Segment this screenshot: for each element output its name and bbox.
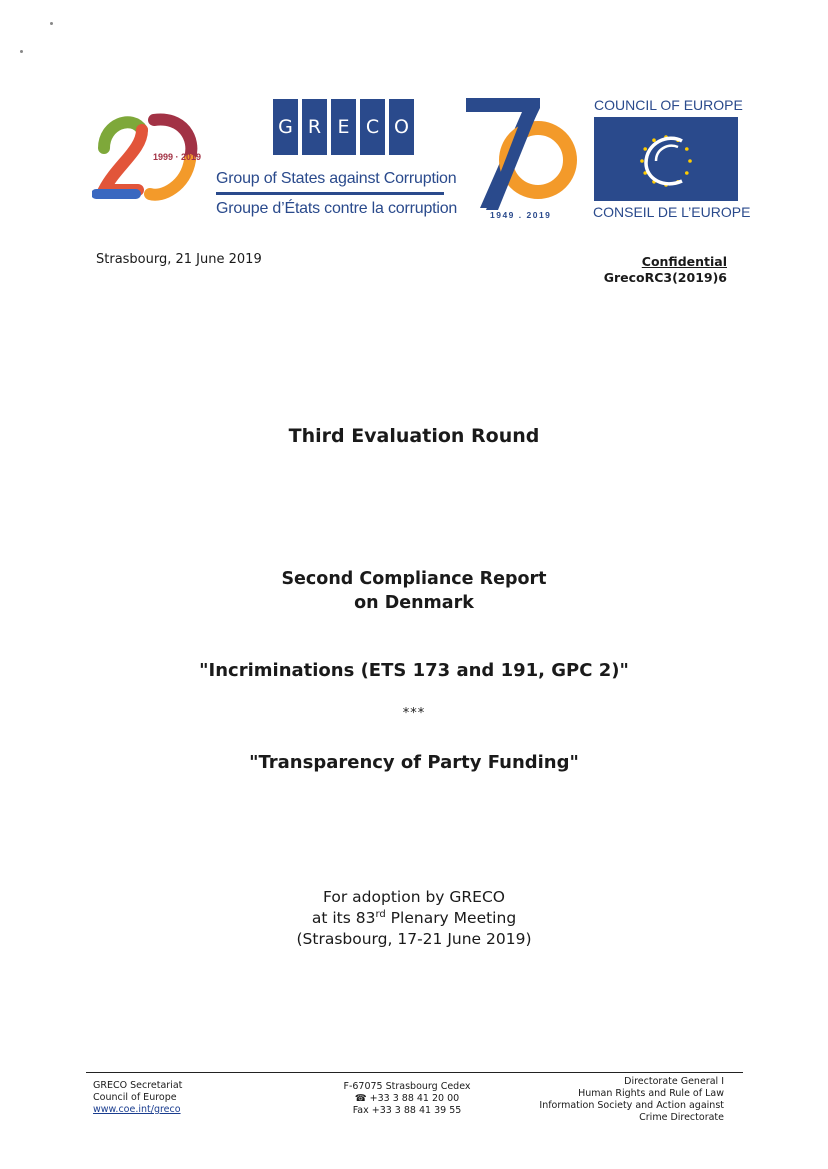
anniversary-arc-orange (150, 160, 190, 195)
ordinal-suffix: rd (375, 909, 386, 920)
greco-letter: G (272, 98, 299, 156)
scan-speck (50, 22, 53, 25)
greco-name-french: Groupe d’États contre la corruption (216, 200, 458, 217)
coe-stars (640, 135, 692, 187)
scan-speck (20, 50, 23, 53)
footer-divider (86, 1072, 743, 1073)
adoption-meeting-number: at its 83 (311, 909, 376, 927)
classification-block (604, 254, 727, 286)
greco-letter: E (330, 98, 357, 156)
greco-letter: O (388, 98, 415, 156)
footer-fax: Fax +33 3 88 41 39 55 (352, 1105, 462, 1116)
adoption-line: For adoption by GRECO (323, 888, 505, 906)
footer-secretariat (93, 1080, 182, 1116)
coe-flag-logo (594, 117, 738, 201)
greco-website-link[interactable]: www.coe.int/greco (93, 1104, 181, 1115)
coe-70-anniversary-logo (462, 98, 578, 222)
coe-star (640, 159, 644, 163)
footer-contact (340, 1081, 474, 1117)
footer-line: Council of Europe (93, 1092, 177, 1103)
greco-letter: C (359, 98, 386, 156)
evaluation-round-title: Third Evaluation Round (288, 425, 540, 447)
footer-line: Information Society and Action against (539, 1100, 724, 1111)
theme-one-title: "Incriminations (ETS 173 and 191, GPC 2)" (199, 660, 629, 681)
classification-label: Confidential (641, 254, 727, 269)
greco-name-english: Group of States against Corruption (216, 170, 457, 187)
adoption-note (0, 887, 828, 950)
seventy-years: 1949 . 2019 (490, 210, 552, 220)
coe-e-inner (656, 146, 678, 161)
report-title (0, 567, 828, 615)
theme-two-title: "Transparency of Party Funding" (249, 752, 579, 773)
section-separator: *** (402, 706, 426, 721)
footer-line: F-67075 Strasbourg Cedex (343, 1081, 471, 1092)
coe-star (685, 147, 689, 151)
footer-line: Directorate General I (624, 1076, 724, 1087)
report-title-line: Second Compliance Report (281, 569, 547, 589)
report-title-line: on Denmark (354, 593, 474, 613)
greco-logo (272, 98, 415, 156)
adoption-line (0, 908, 828, 929)
footer-directorate (539, 1076, 724, 1124)
document-reference: GrecoRC3(2019)6 (603, 270, 727, 285)
footer-line: Human Rights and Rule of Law (578, 1088, 724, 1099)
anniversary-years: 1999 · 2019 (153, 152, 202, 162)
place-and-date: Strasbourg, 21 June 2019 (96, 252, 262, 267)
footer-line: Crime Directorate (639, 1112, 724, 1123)
coe-name-french: CONSEIL DE L’EUROPE (593, 204, 751, 220)
coe-star (685, 171, 689, 175)
coe-e-curve (646, 138, 682, 184)
coe-star (688, 159, 692, 163)
coe-name-english: COUNCIL OF EUROPE (594, 97, 743, 113)
footer-line: GRECO Secretariat (93, 1080, 183, 1091)
adoption-line: (Strasbourg, 17-21 June 2019) (296, 930, 532, 948)
greco-divider (216, 192, 444, 195)
greco-20-anniversary-logo (92, 110, 202, 202)
greco-letter: R (301, 98, 328, 156)
coe-star (652, 138, 656, 142)
coe-star (643, 147, 647, 151)
footer-phone: ☎ +33 3 88 41 20 00 (354, 1093, 460, 1104)
adoption-meeting-label: Plenary Meeting (385, 909, 517, 927)
